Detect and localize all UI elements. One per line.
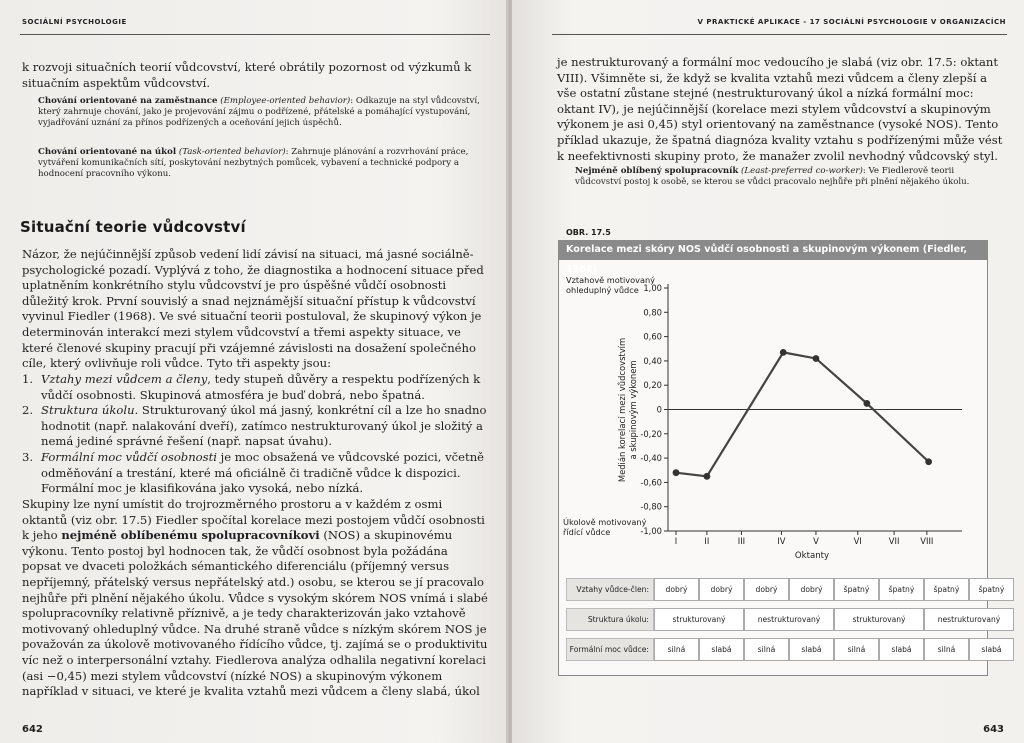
table-cell: špatný (924, 578, 969, 601)
table-cell: špatný (879, 578, 924, 601)
list-item: 3. Formální moc vůdčí osobnosti je moc obsažená ve vůdcovské pozici, včetně odměňování a trestání, které má oficiálně či tradičně vůdce k dispozici. Formální moc je klasifikována jako vysoká, nebo nízká. (22, 449, 485, 496)
top-paragraph: je nestrukturovaný a formální moc vedoucího je slabá (viz obr. 17.5: oktant VIII). Všimněte si, že když se kvalita vztahů mezi vůdcem a členy zlepší a vše ostatní zůstane stejné (nestrukturovaný úkol a nízká formální moc: oktant IV), je nejúčinnější (korelace mezi stylem vůdcovství a skupinovým výkonem je asi 0,45) styl orientovaný na zaměstnance (vysoké NOS). Tento příklad ukazuje, že špatná diagnóza kvality vztahu s podřízenými může vést k neefektivnosti skupiny proto, že manažer zvolil nevhodný vůdcovský styl. (557, 55, 1003, 163)
x-axis-label: Oktanty (794, 551, 830, 561)
y-tick-label: 0,80 (643, 307, 662, 318)
y-tick-label: -0,20 (640, 428, 662, 439)
definition-term: Chování orientované na úkol (38, 147, 177, 157)
closing-paragraph: Skupiny lze nyní umístit do trojrozměrného prostoru a v každém z osmi oktantů (viz obr. 17.5) Fiedler spočítal korelace mezi postojem vůdčí osobnosti k jeho nejméně oblíbenému spolupracovníkovi (NOS) a skupinovému výkonu. Tento postoj byl hodnocen tak, že vůdčí osobnost byla požádána popsat ve dvaceti položkách sémantického diferenciálu (příjemný versus nepříjemný, přátelský versus nepřátelský atd.) osobu, se kterou se jí pracovalo nejhůře při plnění nějakého úkolu. Vůdce s vysokým skórem NOS vnímá i slabé spolupracovníky relativně příznivě, a je tedy charakterizován jako vztahově motivovaný ohleduplný vůdce. Na druhé straně vůdce s nízkým skórem NOS je považován za úkolově motivovaného řídícího vůdce, tj. zajímá se o produktivitu víc než o interpersonální vztahy. Fiedlerova analýza odhalila negativní korelaci (asi −0,45) mezi stylem vůdcovství (nízké NOS) a skupinovým výkonem například v situaci, ve které je kvalita vztahů mezi vůdcem a členy slabá, úkol (22, 497, 488, 699)
table-cell: špatný (969, 578, 1014, 601)
table-row (566, 578, 1014, 601)
left-page (0, 0, 508, 743)
running-head-right: V PRAKTICKÉ APLIKACE - 17 SOCIÁLNÍ PSYCHOLOGIE V ORGANIZACÍCH (697, 18, 1006, 26)
x-tick-label: VI (853, 536, 862, 546)
section-title: Situační teorie vůdcovství (20, 218, 246, 236)
x-tick-label: I (674, 536, 678, 546)
table-cell: slabá (969, 638, 1014, 661)
table-cell: špatný (834, 578, 879, 601)
x-tick-label: III (737, 536, 746, 546)
y-tick-label: -0,40 (640, 453, 662, 464)
x-tick-label: II (704, 536, 710, 546)
definition-task-oriented (38, 147, 490, 181)
y-tick-label: 0,40 (643, 355, 662, 366)
definition-text: : Zahrnuje plánování a rozvrhování práce, vytváření komunikačních sítí, poskytování nezbytných pomůcek, vybavení a technické podpory a hodnocení pracovního výkonu. (38, 147, 469, 180)
figure-label: OBR. 17.5 (566, 228, 611, 237)
intro-paragraph: k rozvoji situačních teorií vůdcovství, které obrátily pozornost od výzkumů k situačním aspektům vůdcovství. (22, 60, 472, 90)
definition-en: (Task-oriented behavior) (178, 147, 286, 157)
table-cell: slabá (699, 638, 744, 661)
table-cell: dobrý (789, 578, 834, 601)
table-cell: slabá (879, 638, 924, 661)
definition-employee-oriented (38, 96, 490, 130)
table-cell: dobrý (654, 578, 699, 601)
table-spacer (566, 601, 1014, 608)
table-cell: strukturovaný (834, 608, 924, 631)
nos-term: nejméně oblíbenému spolupracovníkovi (61, 528, 320, 543)
table-cell: slabá (789, 638, 834, 661)
section-paragraph: Názor, že nejúčinnější způsob vedení lidí závisí na situaci, má jasné sociálně-psychologické pozadí. Vyplývá z toho, že diagnostika a hodnocení situace před uplatněním konkrétního stylu vůdcovství je pro úspěšné vůdčí osobnosti důležitý krok. První souvislý a snad nejznámější situační přístup k vůdcovství vyvinul Fiedler (1968). Ve své situační teorii postuloval, že skupinový výkon je determinován interakcí mezi stylem vůdcovství a třemi aspekty situace, ve které členové skupiny pracují při vzájemné závislosti na dosažení společného cíle, který ovlivňuje roli vůdce. Tyto tři aspekty jsou: (22, 247, 484, 371)
y-axis-label: a skupinovým výkonem (628, 360, 638, 460)
running-head-left: SOCIÁLNÍ PSYCHOLOGIE (22, 18, 127, 26)
figure-title: Korelace mezi skóry NOS vůdčí osobnosti a skupinovým výkonem (Fiedler, 1968) (558, 240, 988, 260)
aspects-list (22, 372, 490, 497)
x-tick-label: VIII (920, 536, 934, 546)
table-cell: dobrý (699, 578, 744, 601)
x-tick-label: IV (777, 536, 786, 546)
list-item: 2. Struktura úkolu. Strukturovaný úkol má jasný, konkrétní cíl a lze ho snadno hodnotit (např. nalakování dveří), zatímco nestrukturovaný úkol je složitý a nemá jediné správné řešení (např. napsat úvahu). (22, 403, 487, 449)
y-tick-label: 0,20 (643, 380, 662, 391)
table-cell: nestrukturovaný (744, 608, 834, 631)
table-cell: silná (834, 638, 879, 661)
page-number-left: 642 (22, 724, 43, 735)
definition-term: Nejméně oblíbený spolupracovník (575, 166, 739, 176)
table-row (566, 638, 1014, 661)
header-rule (552, 34, 1007, 35)
x-tick-label: V (813, 536, 819, 546)
table-cell: silná (924, 638, 969, 661)
table-cell: silná (744, 638, 789, 661)
header-rule (20, 34, 490, 35)
y-tick-label: 0,60 (643, 331, 662, 342)
definition-term: Chování orientované na zaměstnance (38, 96, 218, 106)
table-spacer (566, 631, 1014, 638)
y-tick-label: -1,00 (640, 526, 662, 536)
table-cell: silná (654, 638, 699, 661)
list-item: 1. Vztahy mezi vůdcem a členy, tedy stupeň důvěry a respektu podřízených k vůdčí osobnosti. Skupinová atmosféra je buď dobrá, nebo špatná. (22, 372, 481, 402)
definition-text: : Odkazuje na styl vůdcovství, který zahrnuje chování, jako je projevování zájmu o podřízené, přátelské a pomáhající vystupování, vyjadřování uznání za přínos podřízených a oceňování jejich úspěchů. (38, 96, 480, 129)
table-cell: nestrukturovaný (924, 608, 1014, 631)
bottom-annotation: Úkolově motivovaný řídící vůdce (563, 517, 647, 537)
y-tick-label: 1,00 (643, 283, 662, 293)
y-tick-label: -0,60 (640, 477, 662, 488)
y-axis-label: Medián korelací mezi vůdcovstvím (617, 337, 627, 483)
definition-lpc (575, 166, 1003, 188)
table-cell: dobrý (744, 578, 789, 601)
octant-table (566, 578, 1014, 668)
table-row (566, 608, 1014, 631)
y-tick-label: -0,80 (640, 501, 662, 512)
y-tick-label: 0 (656, 404, 662, 415)
table-row-label: Vztahy vůdce-člen: (566, 578, 654, 601)
table-row-label: Formální moc vůdce: (566, 638, 654, 661)
definition-text: : Ve Fiedlerově teorii vůdcovství postoj k osobě, se kterou se vůdci pracovalo nejhůře při plnění nějakého úkolu. (575, 166, 970, 188)
definition-en: (Least-preferred co-worker) (741, 166, 863, 176)
page-number-right: 643 (983, 724, 1004, 735)
definition-en: (Employee-oriented behavior) (220, 96, 351, 106)
table-cell: strukturovaný (654, 608, 744, 631)
table-spacer (566, 661, 1014, 668)
top-annotation: Vztahově motivovaný ohleduplný vůdce (566, 275, 656, 295)
table-row-label: Struktura úkolu: (566, 608, 654, 631)
x-tick-label: VII (888, 536, 900, 546)
